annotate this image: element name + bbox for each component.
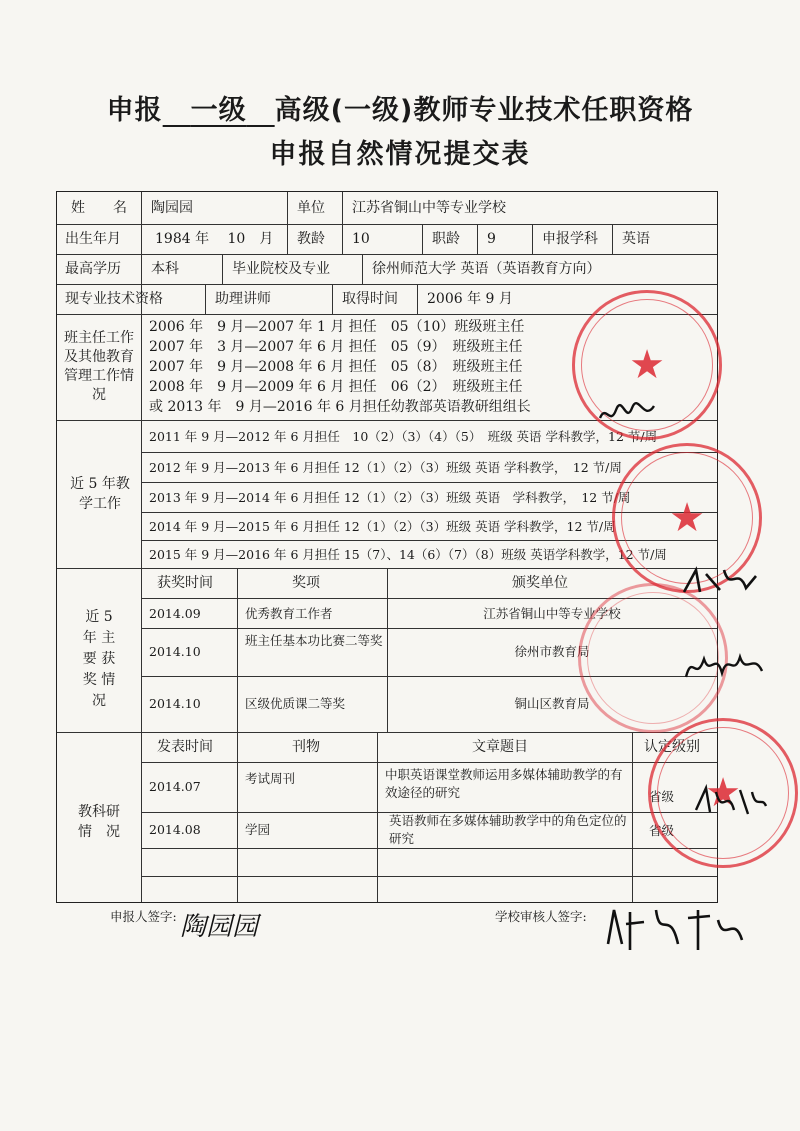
award-date: 2014.10	[149, 644, 201, 659]
research-header-date: 发表时间	[157, 739, 213, 755]
signature-scribble	[596, 396, 660, 430]
job-age-value: 9	[487, 231, 496, 247]
school-value: 徐州师范大学 英语（英语教育方向）	[372, 261, 601, 277]
research-level: 省级	[649, 789, 675, 804]
research-label: 教科研 情 况	[78, 804, 120, 840]
research-header-article: 文章题目	[472, 739, 528, 755]
signature-scribble	[682, 643, 772, 687]
form-title: 申报 一级 高级(一级)教师专业技术任职资格	[106, 95, 694, 126]
obtain-time-value: 2006 年 9 月	[427, 291, 513, 307]
signature-scribble	[692, 782, 768, 822]
education-label: 最高学历	[65, 261, 121, 277]
award-date: 2014.10	[149, 696, 201, 711]
management-row: 2007 年 3 月—2007 年 6 月 担任 05（9） 班级班主任	[149, 339, 523, 355]
research-level: 省级	[649, 823, 675, 838]
awards-header-award: 奖项	[292, 575, 320, 591]
teach-age-value: 10	[352, 231, 370, 247]
education-value: 本科	[151, 261, 179, 277]
title-level: 一级	[190, 95, 247, 126]
research-journal: 考试周刊	[245, 771, 296, 786]
award-org: 铜山区教育局	[514, 696, 590, 711]
reviewer-signature-label: 学校审核人签字:	[495, 909, 587, 924]
research-journal: 学园	[245, 822, 271, 837]
obtain-time-label: 取得时间	[342, 291, 398, 307]
management-row: 2007 年 9 月—2008 年 6 月 担任 05（8） 班级班主任	[149, 359, 523, 375]
research-header-level: 认定级别	[644, 739, 700, 755]
teaching-row: 2014 年 9 月—2015 年 6 月担任 12（1）（2）（3）班级 英语 学科教学，12 节/周	[149, 519, 616, 534]
subject-value: 英语	[622, 231, 650, 247]
award-name: 区级优质课二等奖	[245, 696, 346, 711]
teach-age-label: 教龄	[297, 231, 325, 247]
applicant-signature: 陶园园	[180, 912, 259, 942]
seal-star-icon: ★	[669, 495, 705, 541]
research-header-journal: 刊物	[292, 739, 320, 755]
qualification-label: 现专业技术资格	[65, 291, 163, 307]
job-age-label: 职龄	[432, 231, 460, 247]
award-org: 江苏省铜山中等专业学校	[483, 606, 621, 621]
birth-label: 出生年月	[65, 231, 121, 247]
qualification-value: 助理讲师	[215, 291, 271, 307]
awards-header-date: 获奖时间	[157, 575, 213, 591]
awards-header-org: 颁奖单位	[512, 575, 568, 591]
research-article: 英语教师在多媒体辅助教学中的角色定位的研究	[389, 813, 627, 846]
teaching-row: 2012 年 9 月—2013 年 6 月担任 12（1）（2）（3）班级 英语 学科教学， 12 节/周	[149, 460, 622, 475]
award-date: 2014.09	[149, 606, 201, 621]
name-label: 姓 名	[71, 200, 127, 216]
management-row: 或 2013 年 9 月—2016 年 6 月担任幼教部英语教研组组长	[149, 399, 531, 415]
seal-star-icon: ★	[705, 770, 741, 816]
award-name: 班主任基本功比赛二等奖	[245, 633, 383, 648]
unit-label: 单位	[297, 200, 325, 216]
seal-star-icon: ★	[629, 342, 665, 388]
management-label: 班主任工作及其他教育管理工作情况	[64, 330, 134, 403]
teaching-row: 2015 年 9 月—2016 年 6 月担任 15（7）、14（6）（7）（8）班级 英语学科教学，12 节/周	[149, 547, 667, 562]
teaching-row: 2013 年 9 月—2014 年 6 月担任 12（1）（2）（3）班级 英语 学科教学， 12 节/周	[149, 490, 631, 505]
management-row: 2008 年 9 月—2009 年 6 月 担任 06（2） 班级班主任	[149, 379, 523, 395]
award-name: 优秀教育工作者	[245, 606, 333, 621]
research-date: 2014.07	[149, 779, 201, 794]
signature-scribble	[680, 562, 760, 602]
unit-value: 江苏省铜山中等专业学校	[352, 200, 506, 216]
subject-label: 申报学科	[542, 231, 598, 247]
school-label: 毕业院校及专业	[232, 261, 330, 277]
management-row: 2006 年 9 月—2007 年 1 月 担任 05（10）班级班主任	[149, 319, 525, 335]
teaching-row: 2011 年 9 月—2012 年 6 月担任 10（2）（3）（4）（5） 班级 英语 学科教学，12 节/周	[149, 429, 658, 444]
applicant-signature-label: 申报人签字:	[110, 909, 177, 924]
name-value: 陶园园	[151, 200, 193, 216]
form-subtitle: 申报自然情况提交表	[269, 139, 531, 170]
awards-label: 近 5 年 主 要 获 奖 情 况	[82, 609, 116, 709]
reviewer-signature	[600, 900, 750, 956]
research-article: 中职英语课堂教师运用多媒体辅助教学的有效途径的研究	[385, 767, 623, 800]
birth-value: 1984 年 10 月	[155, 231, 274, 247]
research-date: 2014.08	[149, 822, 201, 837]
teaching-label: 近 5 年教学工作	[70, 476, 130, 512]
award-org: 徐州市教育局	[514, 644, 590, 659]
